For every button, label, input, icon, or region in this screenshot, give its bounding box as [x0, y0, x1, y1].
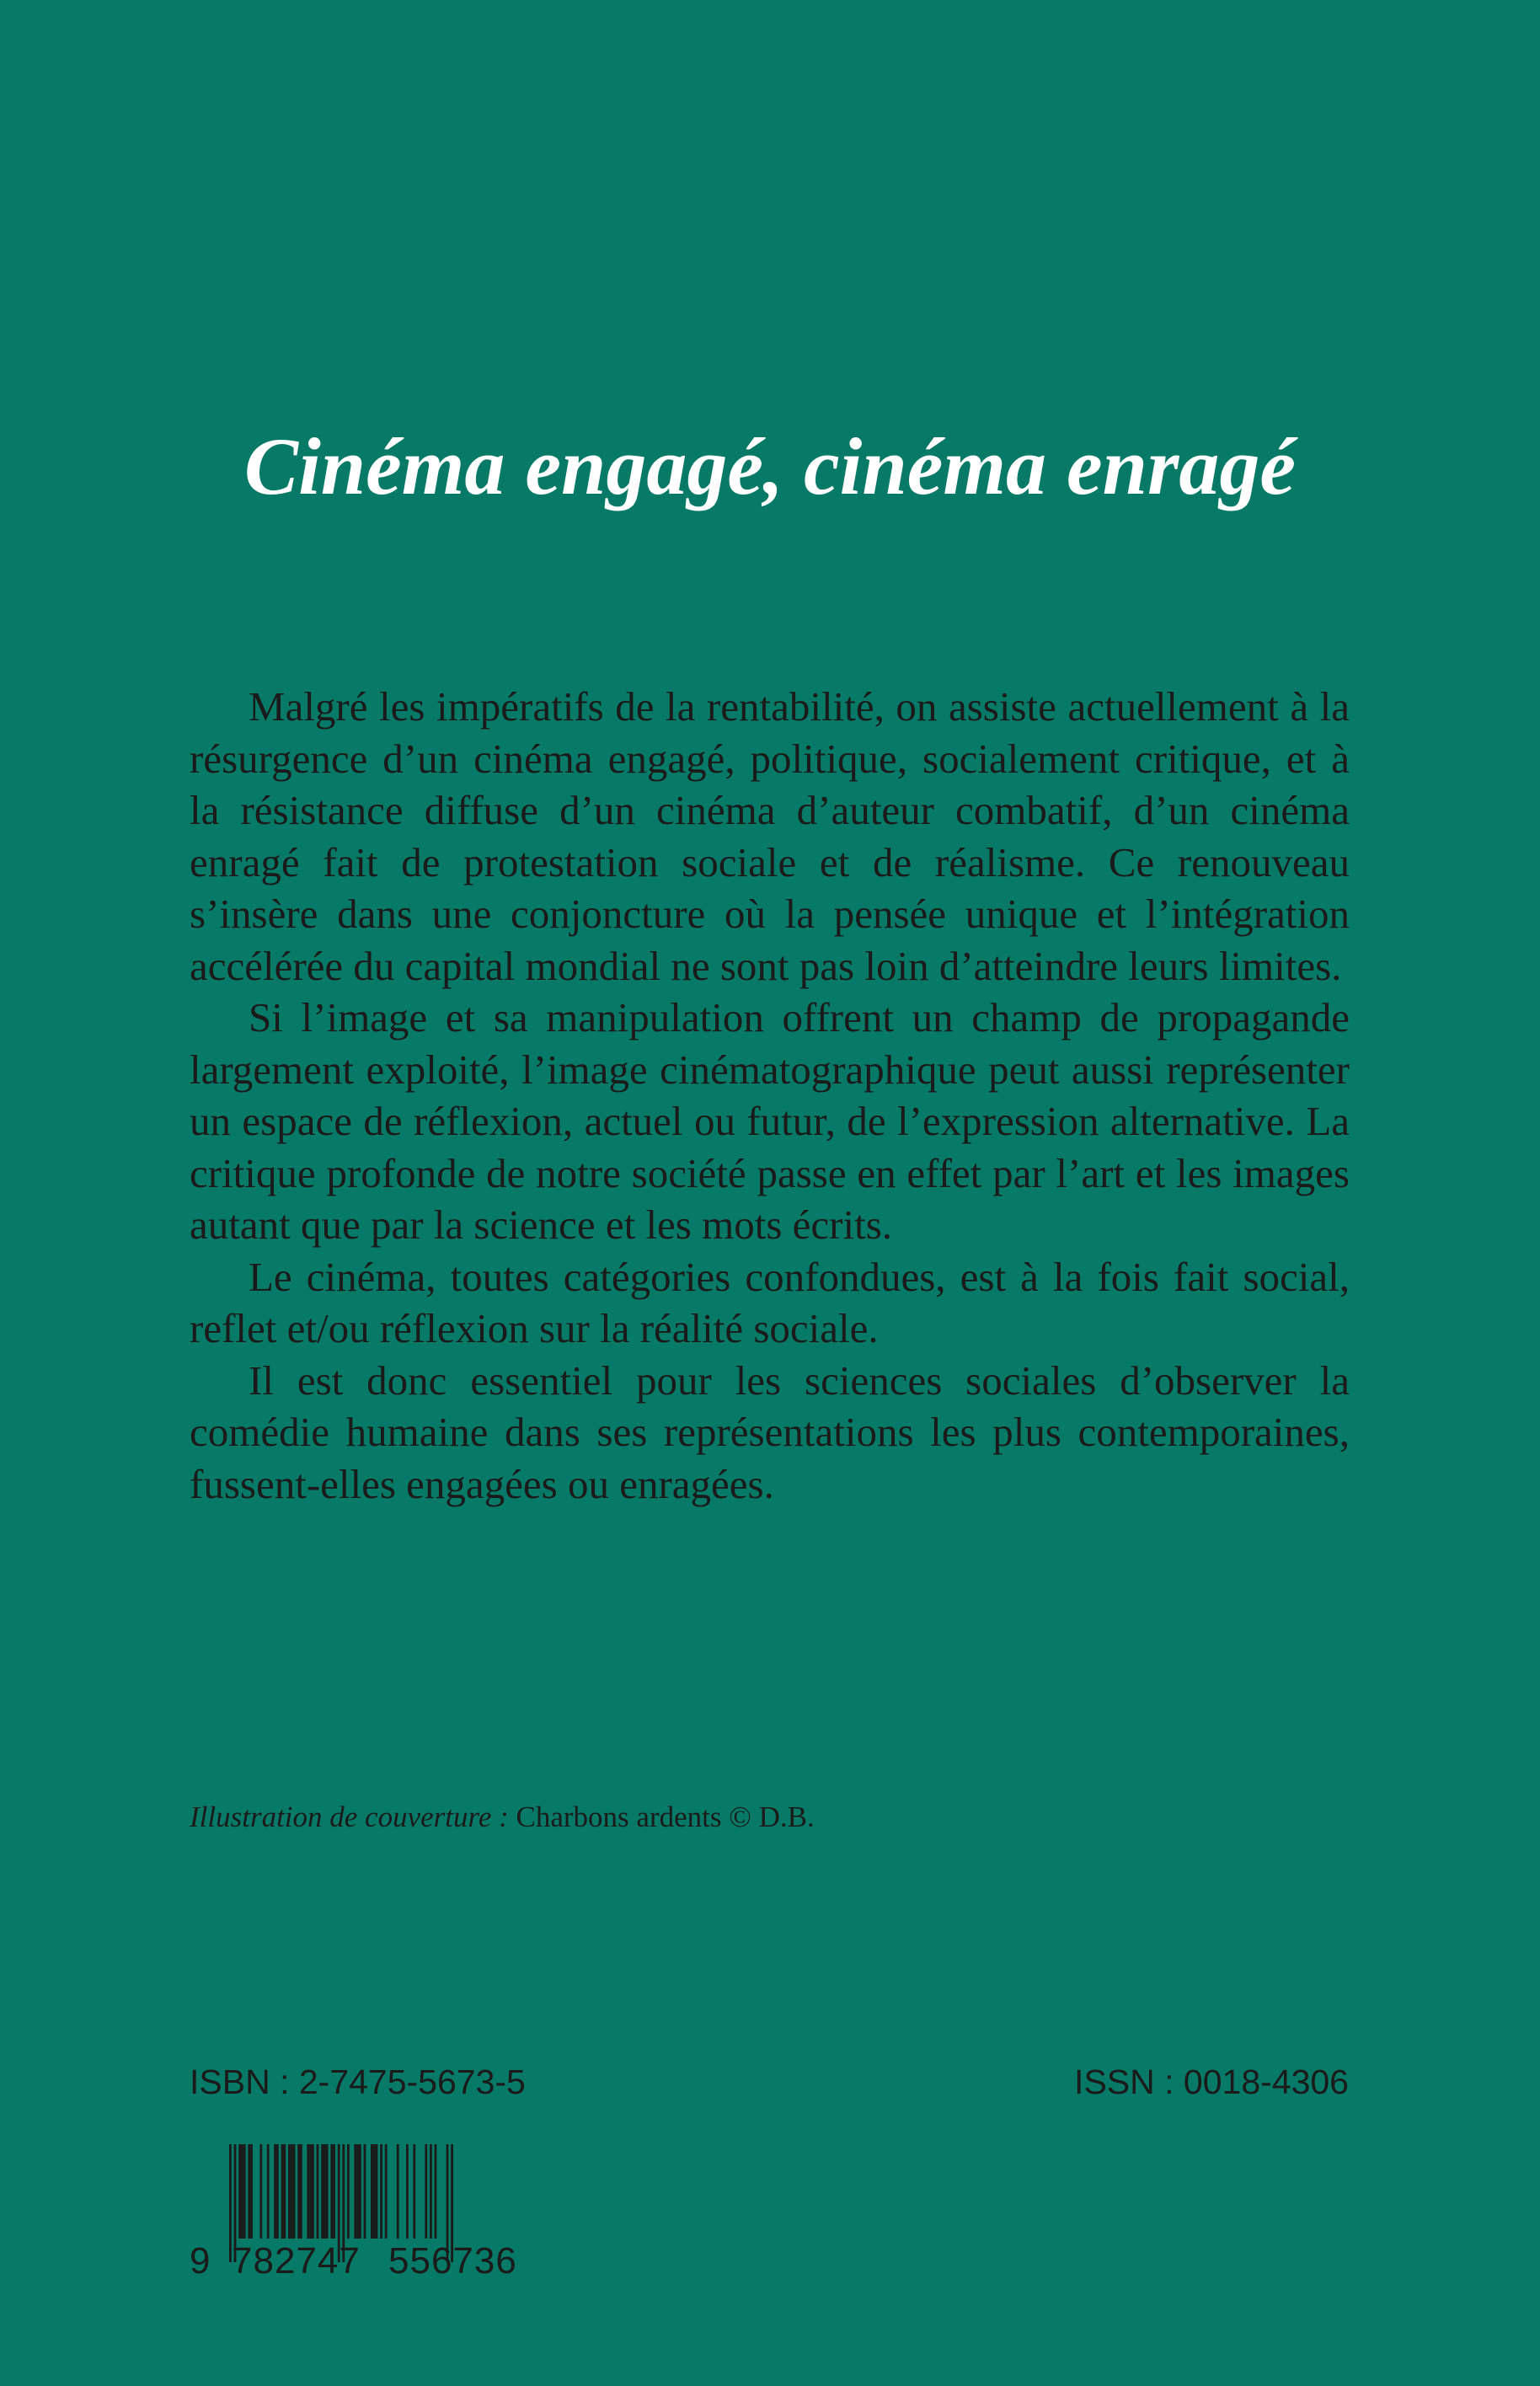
barcode-bar [241, 2144, 243, 2239]
barcode-bar [281, 2144, 284, 2239]
blurb [190, 681, 1350, 1510]
book-title: Cinéma engagé, cinéma enragé [244, 421, 1296, 511]
barcode-bar [243, 2144, 246, 2239]
barcode-bar [359, 2144, 361, 2239]
blurb-paragraph: Si l’image et sa manipulation offrent un champ de propagande largement exploité, l’image cinématographique peut aussi représenter un espace de réflexion, actuel ou futur, de l’expression alternative. La critique profonde de notre société passe en effet par l’art et les images autant que par la science et les mots écrits. [190, 994, 1350, 1248]
barcode-bar [274, 2144, 276, 2239]
barcode-bar [430, 2144, 432, 2239]
blurb-paragraph: Le cinéma, toutes catégories confondues, est à la fois fait social, reflet et/ou réflexion sur la réalité sociale. [190, 1253, 1350, 1351]
barcode-bar [317, 2144, 319, 2239]
barcode-bar [385, 2144, 388, 2239]
barcode-bar [354, 2144, 356, 2239]
barcode-digits-right: 556736 [388, 2240, 517, 2282]
barcode-bar [347, 2144, 350, 2239]
barcode-bar [250, 2144, 253, 2239]
barcode-bar [380, 2144, 382, 2239]
barcode-bar [267, 2144, 270, 2239]
barcode-bar [326, 2144, 329, 2239]
barcode-bar [406, 2144, 409, 2239]
barcode-bar [330, 2144, 333, 2239]
barcode-bar [312, 2144, 314, 2239]
barcode-bar [373, 2144, 376, 2239]
credit-value: Charbons ardents © D.B. [516, 1800, 815, 1833]
barcode-bar [309, 2144, 312, 2239]
barcode-bar [324, 2144, 326, 2239]
barcode-bar [307, 2144, 309, 2239]
barcode-bar [248, 2144, 250, 2239]
barcode-bar [288, 2144, 291, 2239]
barcode-bar [413, 2144, 415, 2239]
barcode-bar [435, 2144, 437, 2239]
barcode-bar [283, 2144, 286, 2239]
barcode-digits [190, 2239, 548, 2283]
barcode-bar [376, 2144, 378, 2239]
barcode-bar [293, 2144, 296, 2239]
barcode-bar [333, 2144, 335, 2239]
barcode-bar [356, 2144, 359, 2239]
illustration-credit [190, 1799, 815, 1836]
barcode-digits-left: 782747 [232, 2240, 361, 2282]
issn-number: ISSN : 0018-4306 [1074, 2062, 1349, 2101]
barcode-bar [297, 2144, 300, 2239]
blurb-paragraph: Malgré les impératifs de la rentabilité, on assiste actuellement à la résurgence d’un cinéma engagé, politique, socialement critique, et à la résistance diffuse d’un cinéma d’auteur combatif, d’un cinéma enragé fait de protestation sociale et de réalisme. Ce renouveau s’insère dans une conjoncture où la pensée unique et l’intégration accélérée du capital mondial ne sont pas loin d’atteindre leurs limites. [190, 683, 1350, 989]
isbn-number: ISBN : 2-7475-5673-5 [190, 2062, 526, 2101]
barcode-bar [276, 2144, 279, 2239]
barcode-bar [425, 2144, 427, 2239]
blurb-paragraph: Il est donc essentiel pour les sciences sociales d’observer la comédie humaine dans ses représentations les plus contemporaines, fussent-elles engagées ou enragées. [190, 1356, 1350, 1507]
barcode-bar [364, 2144, 366, 2239]
barcode-bar [238, 2144, 241, 2239]
barcode-bar [291, 2144, 293, 2239]
barcode-bar [371, 2144, 373, 2239]
barcode-bar [300, 2144, 302, 2239]
barcode-digit-first: 9 [190, 2240, 211, 2282]
barcode-bar [321, 2144, 324, 2239]
barcode-bar [259, 2144, 262, 2239]
barcode-bar [397, 2144, 399, 2239]
credit-label: Illustration de couverture : [190, 1800, 509, 1833]
